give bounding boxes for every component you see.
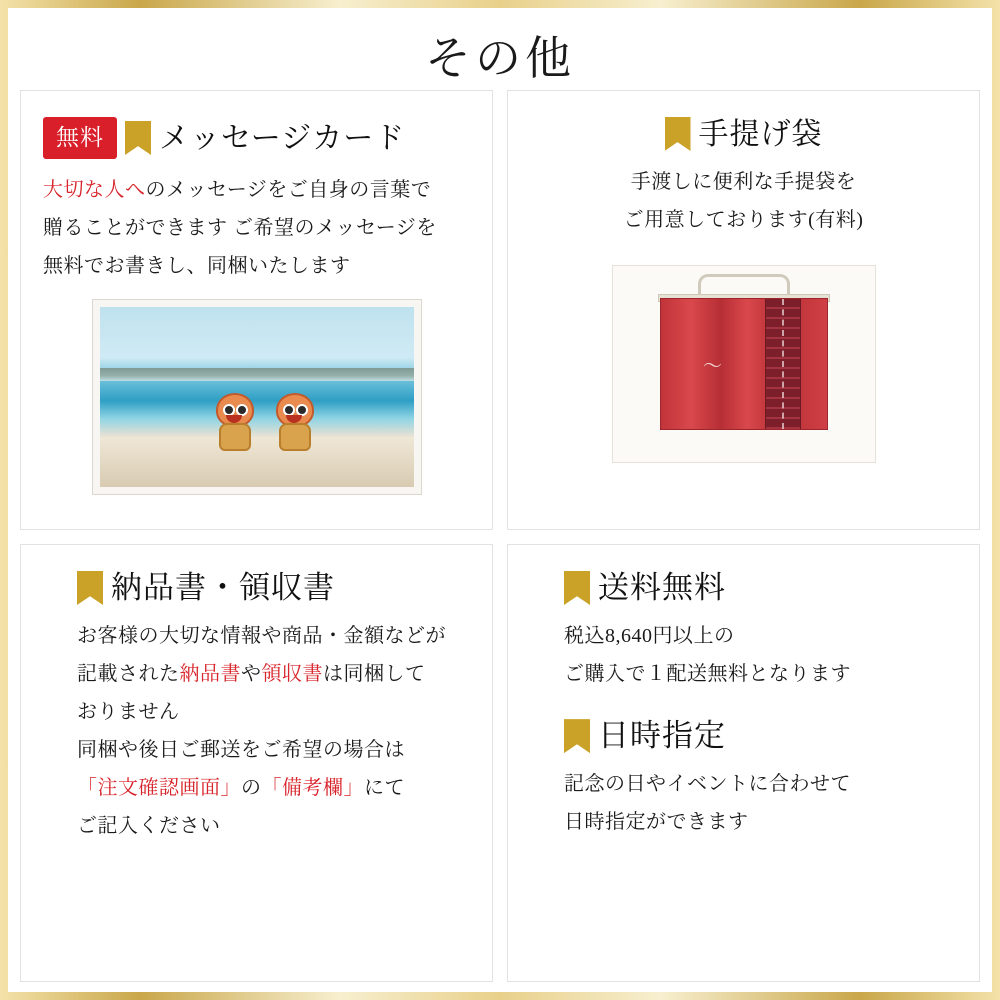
ribbon-icon <box>125 121 151 155</box>
message-card-line-1 <box>43 171 470 209</box>
bag-body <box>660 298 828 430</box>
invoice-line-5-mid: の <box>241 777 262 800</box>
tote-bag-heading <box>530 117 957 151</box>
ribbon-icon <box>665 117 691 151</box>
message-card-line-3: 無料でお書きし、同梱いたします <box>43 255 351 277</box>
tote-bag-photo <box>612 265 876 463</box>
message-card-photo <box>92 299 422 495</box>
card-shipping-datetime <box>507 544 980 982</box>
free-shipping-heading-text: 送料無料 <box>598 570 726 605</box>
card-tote-bag <box>507 90 980 530</box>
message-card-heading-text: メッセージカード <box>159 121 406 155</box>
invoice-line-2 <box>77 655 470 693</box>
invoice-line-1: お客様の大切な情報や商品・金額などが <box>77 625 446 648</box>
invoice-line-2-red-2: 領収書 <box>261 663 323 686</box>
free-badge: 無料 <box>43 117 117 159</box>
message-card-line-2: 贈ることができます ご希望のメッセージを <box>43 217 437 239</box>
free-shipping-heading <box>530 571 957 605</box>
card-invoice-receipt <box>20 544 493 982</box>
invoice-line-5-red-1: 「注文確認画面」 <box>77 777 241 800</box>
datetime-body <box>530 765 957 841</box>
shisa-body <box>279 423 311 451</box>
invoice-line-3: おりません <box>77 701 180 724</box>
free-shipping-line-1: 税込8,640円以上の <box>564 625 735 648</box>
datetime-line-1: 記念の日やイベントに合わせて <box>564 773 851 796</box>
invoice-line-2-mid: や <box>241 663 262 686</box>
section-divider <box>530 693 957 713</box>
datetime-heading-text: 日時指定 <box>598 718 726 754</box>
message-card-body <box>43 171 470 285</box>
cards-grid <box>20 90 980 982</box>
invoice-line-2-pre: 記載された <box>77 663 180 686</box>
ribbon-icon <box>77 571 103 605</box>
shisa-body <box>219 423 251 451</box>
invoice-line-5 <box>77 769 470 807</box>
shisa-figure-left <box>212 393 258 451</box>
beach-shisa-photo <box>100 307 414 487</box>
photo-horizon <box>100 368 414 381</box>
invoice-line-6: ご記入ください <box>77 815 221 838</box>
card-message-card <box>20 90 493 530</box>
tote-bag-line-2: ご用意しております(有料) <box>623 209 864 231</box>
page-title: その他 <box>425 33 575 84</box>
invoice-line-4: 同梱や後日ご郵送をご希望の場合は <box>77 739 405 762</box>
free-shipping-line-2: ご購入で１配送無料となります <box>564 663 851 686</box>
invoice-heading <box>43 571 470 605</box>
tote-bag-heading-text: 手提げ袋 <box>698 117 823 151</box>
tote-bag-body <box>530 163 957 239</box>
bag-stripe <box>765 299 801 429</box>
page-inner <box>8 8 992 992</box>
ribbon-icon <box>564 571 590 605</box>
invoice-body <box>43 617 470 845</box>
datetime-line-2: 日時指定ができます <box>564 811 749 834</box>
invoice-heading-text: 納品書・領収書 <box>111 570 335 605</box>
datetime-heading <box>530 719 957 753</box>
invoice-line-5-post: にて <box>364 777 405 800</box>
tote-bag-line-1: 手渡しに便利な手提袋を <box>630 171 857 193</box>
invoice-line-2-post: は同梱して <box>323 663 426 686</box>
message-card-line-1-rest: のメッセージをご自身の言葉で <box>145 179 432 201</box>
invoice-line-5-red-2: 「備考欄」 <box>261 777 364 800</box>
free-shipping-body <box>530 617 957 693</box>
ribbon-icon <box>564 719 590 753</box>
shisa-figure-right <box>272 393 318 451</box>
bag-logo: 〜 <box>702 356 722 377</box>
message-card-line-1-red: 大切な人へ <box>43 179 146 201</box>
message-card-heading <box>43 117 470 159</box>
invoice-line-2-red-1: 納品書 <box>179 663 241 686</box>
